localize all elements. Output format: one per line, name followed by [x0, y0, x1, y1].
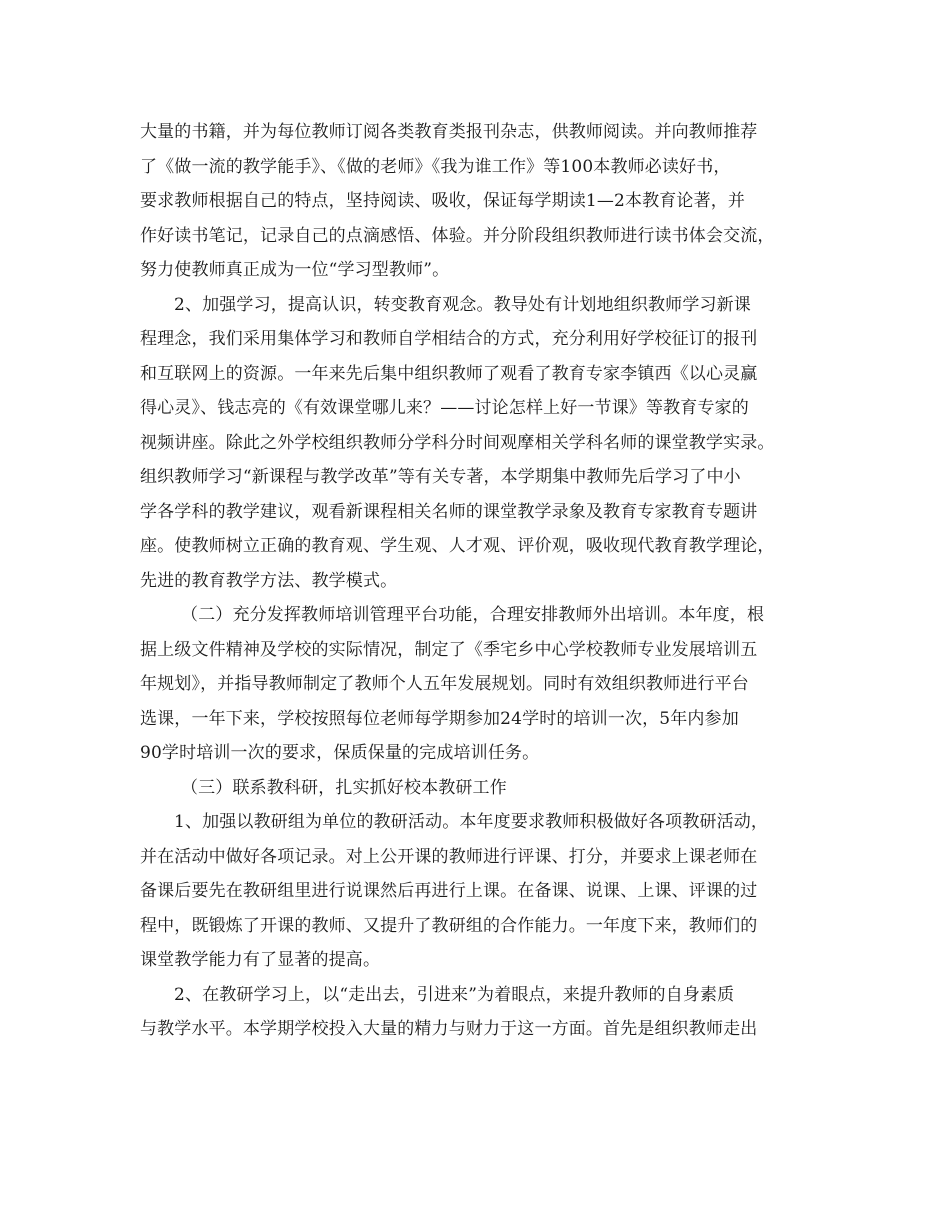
text-line: 程中，既锻炼了开课的教师、又提升了教研组的合作能力。一年度下来，教师们的 [140, 915, 758, 936]
text-line: 要求教师根据自己的特点，坚持阅读、吸收，保证每学期读1—2本教育论著，并 [140, 191, 746, 211]
text-line: 视频讲座。除此之外学校组织教师分学科分时间观摩相关学科名师的课堂教学实录。 [140, 432, 775, 453]
text-line: 选课，一年下来，学校按照每位老师每学期参加24学时的培训一次，5年内参加 [140, 708, 739, 729]
text-line: 程理念，我们采用集体学习和教师自学相结合的方式，充分利用好学校征订的报刊 [140, 329, 758, 349]
text-line: 和互联网上的资源。一年来先后集中组织教师了观看了教育专家李镇西《以心灵赢 [140, 363, 758, 384]
text-line: （二）充分发挥教师培训管理平台功能，合理安排教师外出培训。本年度，根 [181, 605, 765, 625]
text-line: 90学时培训一次的要求，保质保量的完成培训任务。 [140, 743, 540, 763]
text-line: 1、加强以教研组为单位的教研活动。本年度要求教师积极做好各项教研活动， [174, 812, 769, 832]
text-line: 与教学水平。本学期学校投入大量的精力与财力于这一方面。首先是组织教师走出 [140, 1019, 758, 1039]
paragraph-research-groups [140, 805, 840, 978]
paragraph-training-platform [140, 598, 840, 771]
text-line: 备课后要先在教研组里进行说课然后再进行上课。在备课、说课、上课、评课的过 [140, 881, 758, 901]
text-line: 课堂教学能力有了显著的提高。 [140, 950, 381, 970]
text-line: 努力使教师真正成为一位“学习型教师”。 [140, 260, 450, 280]
text-line: 先进的教育教学方法、教学模式。 [140, 570, 398, 591]
document-body [140, 115, 840, 1047]
text-line: 组织教师学习“新课程与教学改革”等有关专著，本学期集中教师先后学习了中小 [140, 467, 741, 487]
text-line: 并在活动中做好各项记录。对上公开课的教师进行评课、打分，并要求上课老师在 [140, 846, 758, 867]
text-line: 作好读书笔记，记录自己的点滴感悟、体验。并分阶段组织教师进行读书体会交流， [140, 225, 775, 246]
text-line: 学各学科的教学建议，观看新课程相关名师的课堂教学录象及教育专家教育专题讲 [140, 501, 758, 522]
text-line: 了《做一流的教学能手》、《做的老师》《我为谁工作》等100本教师必读好书， [140, 156, 731, 177]
section-heading-school-research [140, 771, 840, 806]
text-line: 年规划》，并指导教师制定了教师个人五年发展规划。同时有效组织教师进行平台 [140, 674, 749, 694]
text-line: 座。使教师树立正确的教育观、学生观、人才观、评价观，吸收现代教育教学理论， [140, 536, 775, 556]
paragraph-reading-books [140, 115, 840, 288]
paragraph-strengthen-learning [140, 288, 840, 599]
text-line: 大量的书籍，并为每位教师订阅各类教育类报刊杂志，供教师阅读。并向教师推荐 [140, 122, 758, 142]
text-line: 2、加强学习，提高认识，转变教育观念。教导处有计划地组织教师学习新课 [174, 294, 751, 315]
text-line: 得心灵》、钱志亮的《有效课堂哪儿来？——讨论怎样上好一节课》等教育专家的 [140, 398, 749, 418]
text-line: 2、在教研学习上，以“走出去，引进来”为着眼点，来提升教师的自身素质 [174, 984, 735, 1005]
text-line: 据上级文件精神及学校的实际情况，制定了《季宅乡中心学校教师专业发展培训五 [140, 639, 758, 660]
text-line: （三）联系教科研，扎实抓好校本教研工作 [181, 777, 507, 798]
paragraph-go-out-bring-in [140, 978, 840, 1047]
